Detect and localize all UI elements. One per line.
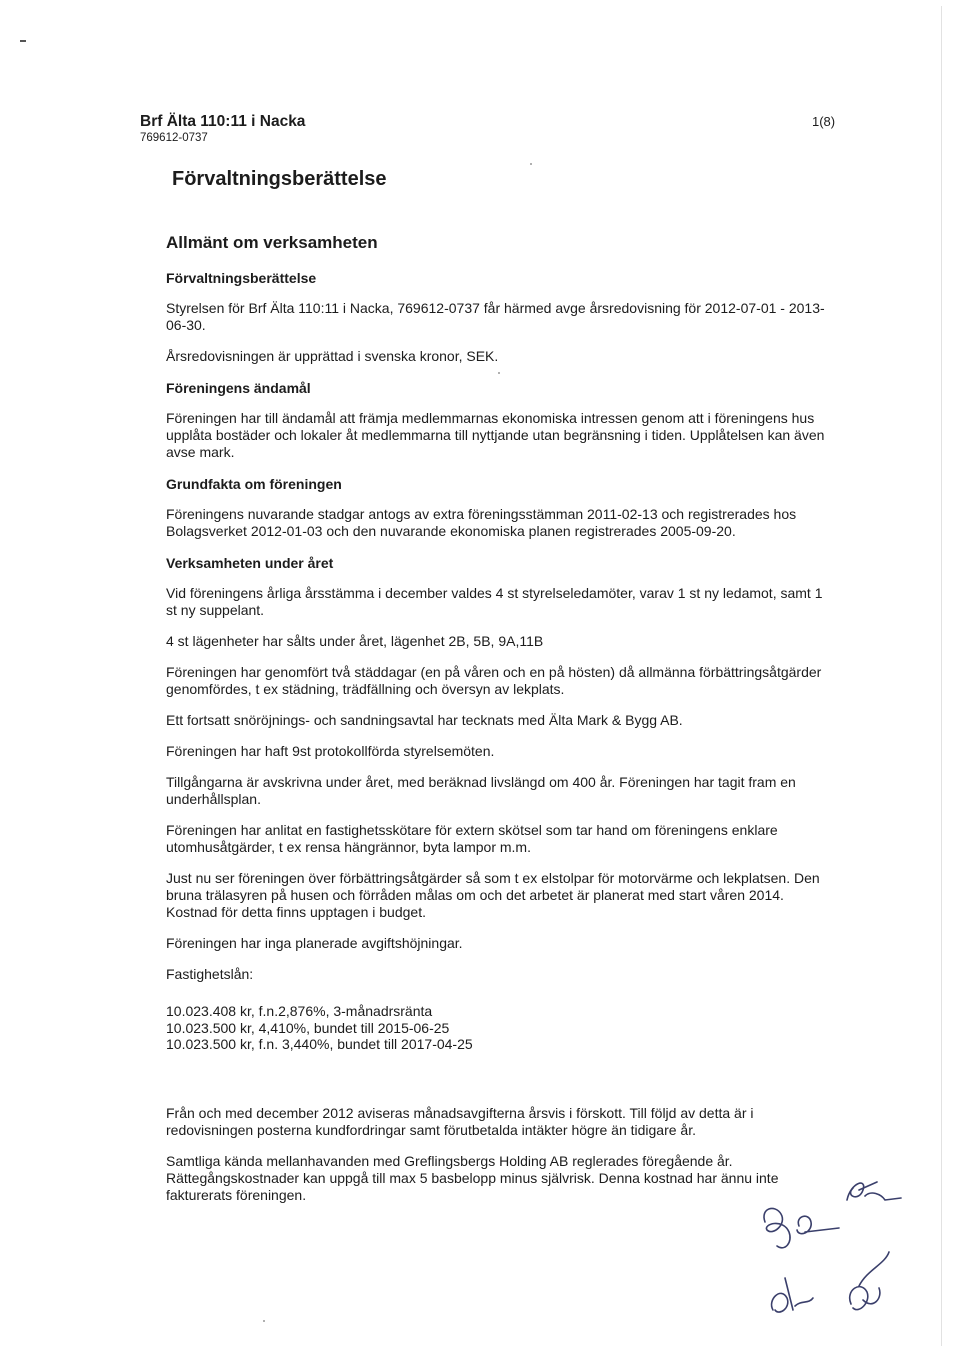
handwritten-initials-icon xyxy=(755,1160,935,1340)
sub-heading: Förvaltningsberättelse xyxy=(166,270,317,286)
scan-speck xyxy=(530,163,532,165)
board-election-paragraph: Vid föreningens årliga årsstämma i december valdes 4 st styrelseledamöter, varav 1 st ny ledamot, samt 1 st ny suppelant. xyxy=(166,585,823,618)
section-heading: Allmänt om verksamheten xyxy=(166,233,378,252)
initials-signatures xyxy=(755,1160,935,1340)
board-meetings-paragraph: Föreningen har haft 9st protokollförda styrelsemöten. xyxy=(166,743,495,759)
page-indicator: 1(8) xyxy=(812,114,836,129)
scan-edge-line xyxy=(941,6,942,1346)
loan-item: 10.023.500 kr, f.n. 3,440%, bundet till 2017-04-25 xyxy=(166,1036,473,1052)
scan-speck xyxy=(263,1320,265,1322)
scan-corner-mark xyxy=(20,40,26,42)
billing-change-paragraph: Från och med december 2012 aviseras månadsavgifterna årsvis i förskott. Till följd av detta är i redovisningen posterna kundfordringar samt förutbetalda intäkter högre än tidigare år. xyxy=(166,1104,754,1138)
purpose-paragraph: Föreningen har till ändamål att främja medlemmarnas ekonomiska intressen genom att i föreningens hus upplåta bostäder och lokaler åt medlemmarna till nyttjande utan begränsning i tiden. Upplåtelsen kan även avse mark. xyxy=(166,410,825,460)
fee-note-paragraph: Föreningen har inga planerade avgiftshöjningar. xyxy=(166,935,463,951)
loans-label: Fastighetslån: xyxy=(166,966,254,982)
association-name: Brf Älta 110:11 i Nacka xyxy=(140,113,306,130)
purpose-heading: Föreningens ändamål xyxy=(166,380,311,396)
currency-note: Årsredovisningen är upprättad i svenska kronor, SEK. xyxy=(166,348,499,364)
basics-heading: Grundfakta om föreningen xyxy=(166,476,342,492)
loan-item: 10.023.408 kr, f.n.2,876%, 3-månadrsränta xyxy=(166,1003,433,1019)
caretaker-paragraph: Föreningen har anlitat en fastighetsskötare för extern skötsel som tar hand om föreningens enklare utomhusåtgärder, t ex rensa hängrännor, byta lampor m.m. xyxy=(166,822,778,855)
document-title: Förvaltningsberättelse xyxy=(172,168,387,190)
dispute-paragraph: Samtliga kända mellanhavanden med Greflingsbergs Holding AB reglerades föregående år. Rättegångskostnader kan uppgå till max 5 basbelopp minus självrisk. Denna kostnad har ännu inte fakturerats föreningen. xyxy=(166,1152,779,1203)
apartments-sold-paragraph: 4 st lägenheter har sålts under året, lägenhet 2B, 5B, 9A,11B xyxy=(166,633,544,649)
basics-paragraph: Föreningens nuvarande stadgar antogs av extra föreningsstämman 2011-02-13 och registrerades hos Bolagsverket 2012-01-03 och den nuvarande ekonomiska planen registrerades 2005-09-20. xyxy=(166,506,797,539)
org-number: 769612-0737 xyxy=(140,132,208,144)
depreciation-paragraph: Tillgångarna är avskrivna under året, med beräknad livslängd om 400 år. Föreningen har tagit fram en underhållsplan. xyxy=(166,774,796,807)
cleaning-days-paragraph: Föreningen har genomfört två städdagar (en på våren och en på hösten) då allmänna förbättringsåtgärder genomfördes, t ex städning, trädfällning och översyn av lekplats. xyxy=(166,664,822,697)
loan-list xyxy=(166,1003,831,1053)
activities-heading: Verksamheten under året xyxy=(166,555,334,571)
report-body xyxy=(166,232,831,1218)
snow-agreement-paragraph: Ett fortsatt snöröjnings- och sandningsavtal har tecknats med Älta Mark & Bygg AB. xyxy=(166,712,683,728)
intro-paragraph: Styrelsen för Brf Älta 110:11 i Nacka, 769612-0737 får härmed avge årsredovisning för 2012-07-01 - 2013-06-30. xyxy=(166,300,825,333)
improvements-paragraph: Just nu ser föreningen över förbättringsåtgärder så som t ex elstolpar för motorvärme och lekplatsen. Den bruna trälasyren på husen och förråden målas om och det arbetet är planerat med start våren 2014. Kostnad för detta finns upptagen i budget. xyxy=(166,870,820,920)
loan-item: 10.023.500 kr, 4,410%, bundet till 2015-06-25 xyxy=(166,1019,450,1036)
